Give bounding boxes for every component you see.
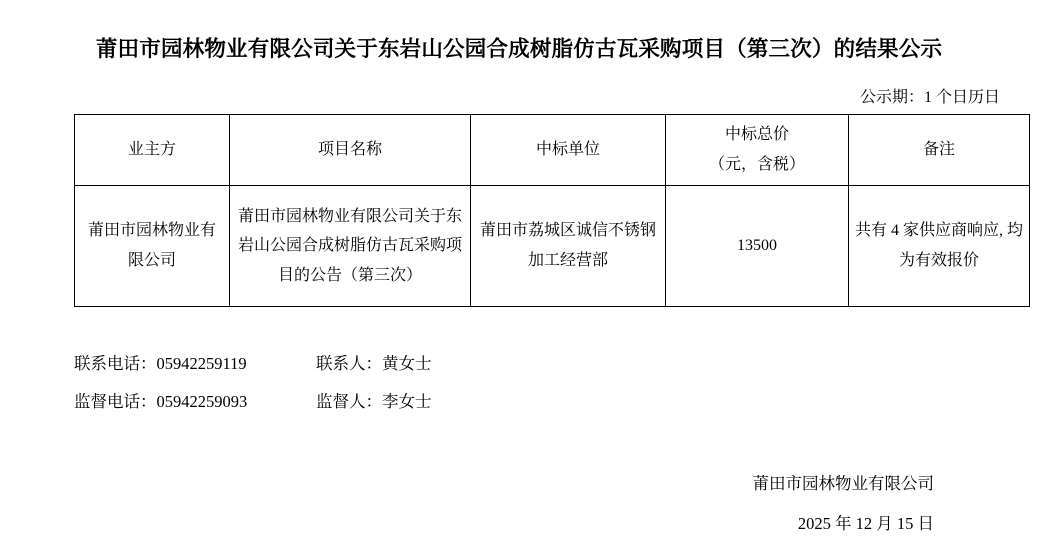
column-header-owner: 业主方 (75, 115, 230, 186)
table-row (75, 186, 1030, 307)
contact-row-supervision (74, 388, 432, 412)
contact-section (74, 350, 432, 426)
table-body (75, 186, 1030, 307)
footer-date: 2025 年 12 月 15 日 (797, 514, 934, 533)
table-header-row (75, 115, 1030, 186)
contact-person: 联系人：黄女士 (316, 354, 432, 373)
bid-result-table (74, 114, 1030, 307)
page-title: 莆田市园林物业有限公司关于东岩山公园合成树脂仿古瓦采购项目（第三次）的结果公示 (95, 37, 943, 61)
supervision-phone: 监督电话：05942259093 (74, 392, 248, 411)
column-header-winner: 中标单位 (471, 115, 666, 186)
footer-organization: 莆田市园林物业有限公司 (752, 474, 934, 493)
column-header-price (666, 115, 849, 186)
column-header-price-line1: 中标总价 (724, 126, 789, 144)
cell-project: 莆田市园林物业有限公司关于东岩山公园合成树脂仿古瓦采购项目的公告（第三次） (230, 186, 471, 307)
cell-owner: 莆田市园林物业有限公司 (75, 186, 230, 307)
column-header-remark: 备注 (849, 115, 1030, 186)
cell-price: 13500 (666, 186, 849, 307)
contact-phone: 联系电话：05942259119 (74, 354, 247, 373)
cell-winner: 莆田市荔城区诚信不锈钢加工经营部 (471, 186, 666, 307)
supervision-person: 监督人：李女士 (316, 392, 432, 411)
contact-row-primary (74, 350, 432, 374)
cell-remark: 共有 4 家供应商响应, 均为有效报价 (849, 186, 1030, 307)
column-header-price-line2: （元，含税） (708, 156, 805, 173)
column-header-project: 项目名称 (230, 115, 471, 186)
table-header (75, 115, 1030, 186)
notice-period: 公示期：1 个日历日 (859, 89, 1000, 106)
